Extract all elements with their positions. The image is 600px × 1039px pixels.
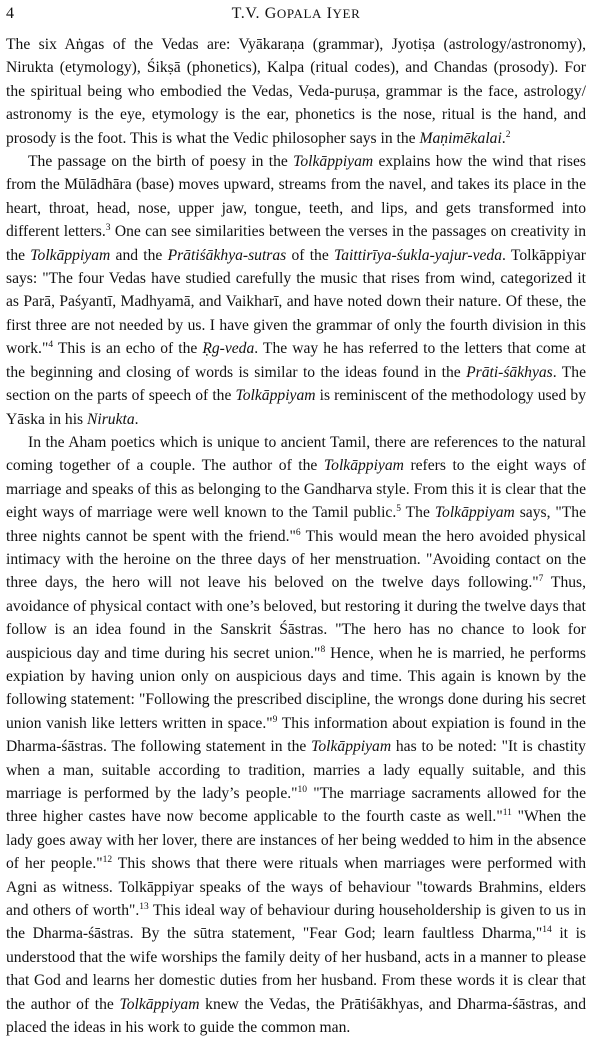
text-run: has to be noted: "It is chastity when a man, suitable according to tradition, marries a lady equally suitable, and this marriage is performed by the lady’s people.": [6, 738, 586, 802]
text-run: "When the lady goes away with her lover, there are instances of her being wedded to him in the absence of her people.": [6, 808, 586, 873]
paragraph: [6, 33, 586, 150]
italic-title: Nirukta: [87, 410, 135, 428]
text-run: it is understood that the wife worships the family deity of her husband, acts in a manner to please that God and learns her domestic duties from her husband. From these words it is clear that the author of the: [6, 925, 587, 1013]
running-title-text: I: [322, 5, 333, 22]
italic-title: Tolkāppiyam: [434, 504, 515, 522]
italic-title: Tolkāppiyam: [293, 153, 374, 171]
italic-title: Ṛg-veda: [202, 340, 255, 358]
italic-title: Tolkāppiyam: [323, 457, 404, 475]
italic-title: Tolkāppiyam: [311, 738, 392, 756]
text-run: This would mean the hero avoided physical intimacy with the heroine on the three days of her menstruation. "Avoiding contact on the three days, the hero will not leave his beloved on the twelve days following.": [6, 527, 586, 592]
italic-title: Tolkāppiyam: [30, 246, 111, 264]
text-run: This shows that there were rituals when marriages were performed with Agni as witness. Tolkāppiyar speaks of the ways of behaviour "towards Brahmins, elders and others of worth".: [6, 855, 586, 920]
italic-title: Tolkāppiyam: [119, 995, 200, 1013]
paragraph: [6, 431, 586, 1039]
book-page: [0, 2, 600, 1037]
text-run: explains how the wind that rises from the Mūlādhāra (base) moves upward, streams from the navel, and takes its place in the heart, throat, head, nose, upper jaw, tongue, teeth, and lips, and gets transformed into different letters.: [6, 153, 586, 241]
italic-title: Prātiśākhya-sutras: [167, 246, 287, 264]
text-run: .: [501, 129, 506, 147]
text-run: refers to the eight ways of marriage and speaks of this as belonging to the Gandharva style. From this it is clear that the eight ways of marriage were well known to the Tamil public.: [6, 457, 587, 522]
text-run: "The marriage sacraments allowed for the three higher castes have now become applicable to the fourth caste as well.": [6, 785, 586, 826]
text-run: The: [401, 504, 435, 522]
footnote-marker[interactable]: 9: [272, 714, 278, 725]
text-run: says, "The three nights cannot be spent with the friend.": [6, 504, 586, 545]
footnote-marker[interactable]: 2: [505, 129, 511, 140]
text-run: This is an echo of the: [53, 340, 203, 358]
text-run: of the: [286, 246, 334, 264]
running-title-smallcaps: OPALA: [276, 6, 323, 21]
running-title: [6, 2, 586, 26]
text-run: The passage on the birth of poesy in the: [28, 153, 294, 171]
running-title-text: T.V. G: [231, 5, 277, 22]
running-header: [6, 2, 586, 26]
text-run: Hence, when he is married, he performs expiation by having union only on auspicious days and time. This again is known by the following statement: "Following the prescribed discipline, the wrongs done during his secret union vanish like letters written in space.": [6, 644, 586, 732]
footnote-marker[interactable]: 13: [139, 902, 149, 913]
text-run: This ideal way of behaviour during householdership is given to us in the Dharma-śāstras. By the sūtra statement, "Fear God; learn faultless Dharma,": [6, 902, 586, 943]
italic-title: Prāti-śākhyas: [466, 363, 553, 381]
footnote-marker[interactable]: 14: [542, 925, 552, 936]
footnote-marker[interactable]: 4: [48, 340, 54, 351]
footnote-marker[interactable]: 7: [538, 574, 544, 585]
footnote-marker[interactable]: 3: [105, 223, 111, 234]
text-run: . The way he has referred to the letters that come at the beginning and closing of words is similar to the ideas found in the: [6, 340, 586, 381]
page-number: 4: [6, 5, 14, 22]
text-run: Thus, avoidance of physical contact with one’s beloved, but restoring it during the twelve days that follow is an idea found in the Sanskrit Śāstras. "The hero has no chance to look for auspicious day and time during his secret union.": [6, 574, 586, 662]
italic-title: Tolkāppiyam: [235, 387, 316, 405]
italic-title: Taittirīya-śukla-yajur-veda: [334, 246, 503, 264]
running-title-smallcaps: YER: [332, 6, 361, 21]
text-run: .: [134, 410, 139, 428]
text-run: . The section on the parts of speech of the: [6, 363, 586, 405]
footnote-marker[interactable]: 12: [102, 855, 113, 866]
footnote-marker[interactable]: 11: [502, 808, 512, 819]
text-run: In the Aham poetics which is unique to ancient Tamil, there are references to the natural coming together of a couple. The author of the: [6, 433, 586, 475]
footnote-marker[interactable]: 8: [320, 644, 326, 655]
text-run: knew the Vedas, the Prātiśākhyas, and Dharma-śāstras, and placed the ideas in his work to guide the common man.: [6, 995, 586, 1037]
paragraph: [6, 150, 586, 431]
footnote-marker[interactable]: 6: [295, 527, 301, 538]
text-run: and the: [110, 246, 168, 264]
text-run: One can see similarities between the verses in the passages on creativity in the: [6, 223, 586, 264]
text-run: is reminiscent of the methodology used by Yāska in his: [6, 387, 586, 428]
body-text: [6, 33, 586, 1039]
text-run: . Tolkāppiyar says: "The four Vedas have studied carefully the music that rises from wind, categorized it as Parā, Paśyantī, Madhyamā, and Vaikharī, and have noted down their nature. Of these, the first three are not needed by us. I have given the grammar of only the fourth division in this work.": [6, 246, 587, 358]
text-run: This information about expiation is found in the Dharma-śāstras. The following statement in the: [6, 714, 586, 756]
text-run: The six Aṅgas of the Vedas are: Vyākaraṇa (grammar), Jyotiṣa (astrology/astronomy), Nirukta (etymology), Śikṣā (phonetics), Kalpa (ritual codes), and Chandas (prosody). For the spiritual being who embodied the Vedas, Veda-puruṣa, grammar is the face, astrology/ astronomy is the eye, etymology is the ear, phonetics is the nose, ritual is the hand, and prosody is the foot. This is what the Vedic philosopher says in the: [6, 36, 586, 147]
italic-title: Maṇimēkalai: [419, 129, 502, 147]
footnote-marker[interactable]: 5: [396, 504, 402, 515]
footnote-marker[interactable]: 10: [297, 785, 308, 795]
